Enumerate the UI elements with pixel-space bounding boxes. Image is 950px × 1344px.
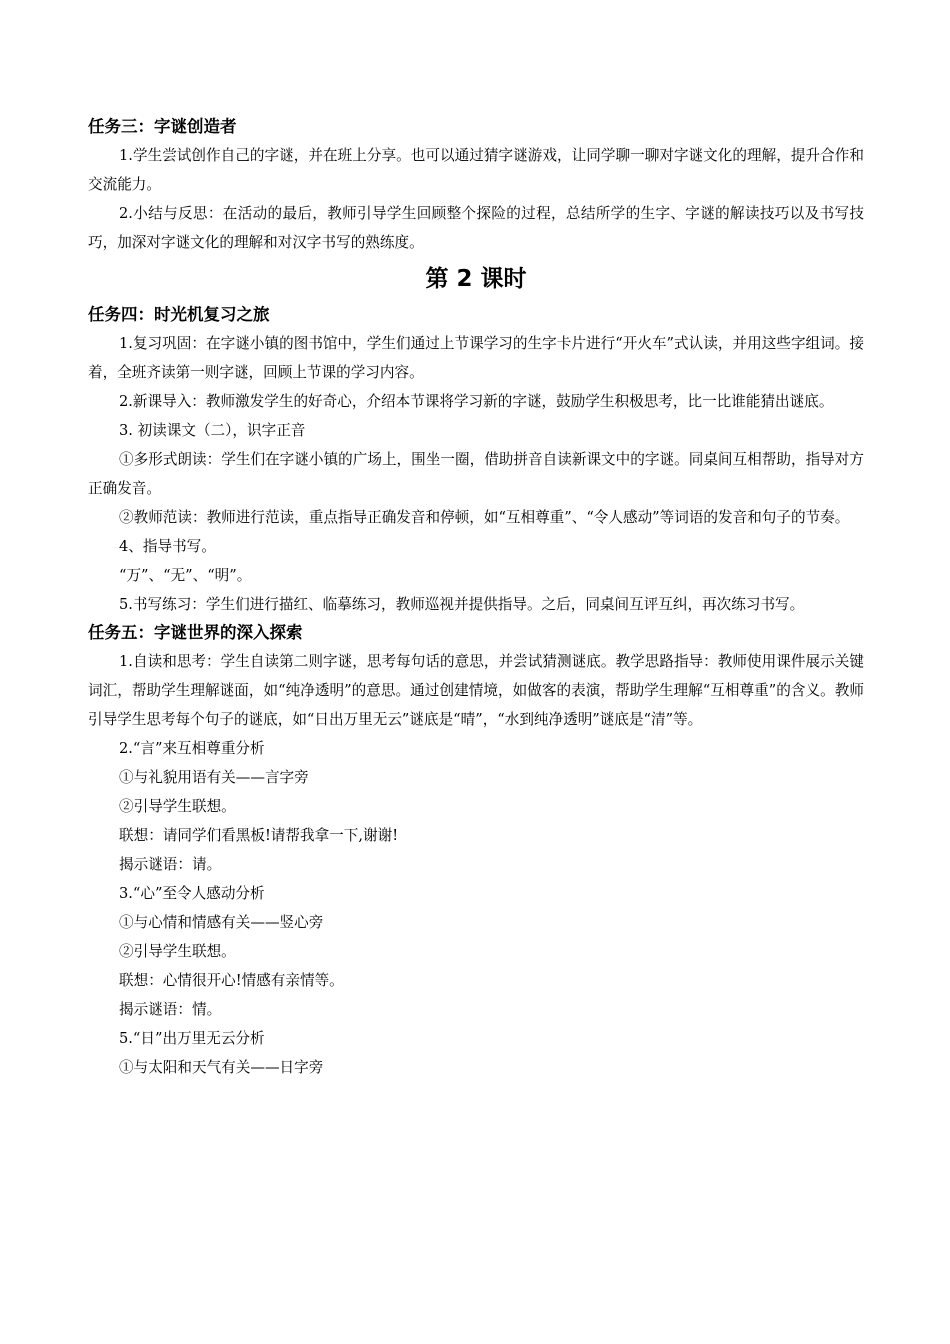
- section-5-paragraph: 揭示谜语：请。: [119, 856, 222, 873]
- section-5-paragraph: ②引导学生联想。: [119, 943, 236, 960]
- lesson-2-title: 第 2 课时: [425, 266, 527, 292]
- section-4-paragraph: “万”、“无”、“明”。: [119, 567, 252, 584]
- section-5-paragraph: 3.“心”至令人感动分析: [119, 885, 265, 902]
- section-4-paragraph: ①多形式朗读：学生们在字谜小镇的广场上，围坐一圈，借助拼音自读新课文中的字谜。同桌间互相帮助，指导对方正确发音。: [88, 451, 864, 497]
- section-4-heading: 任务四：时光机复习之旅: [88, 305, 270, 324]
- section-3-paragraph: 1.学生尝试创作自己的字谜，并在班上分享。也可以通过猜字谜游戏，让同学聊一聊对字谜文化的理解，提升合作和交流能力。: [88, 147, 864, 193]
- section-4-paragraph: ②教师范读：教师进行范读，重点指导正确发音和停顿，如“互相尊重”、“令人感动”等词语的发音和句子的节奏。: [119, 509, 850, 526]
- section-5-paragraph: 联想：心情很开心!情感有亲情等。: [119, 972, 344, 989]
- section-5-paragraph: ①与太阳和天气有关——日字旁: [119, 1059, 324, 1076]
- document-page: [88, 113, 864, 1082]
- section-4-paragraph: 2.新课导入：教师激发学生的好奇心，介绍本节课将学习新的字谜，鼓励学生积极思考，比一比谁能猜出谜底。: [119, 393, 834, 410]
- section-5-paragraph: 1.自读和思考：学生自读第二则字谜，思考每句话的意思，并尝试猜测谜底。教学思路指导：教师使用课件展示关键词汇，帮助学生理解谜面，如“纯净透明”的意思。通过创建情境，如做客的表演，帮助学生理解“互相尊重”的含义。教师引导学生思考每个句子的谜底，如“日出万里无云”谜底是“晴”，“水到纯净透明”谜底是“清”等。: [88, 653, 864, 728]
- section-3-paragraph: 2.小结与反思：在活动的最后，教师引导学生回顾整个探险的过程，总结所学的生字、字谜的解读技巧以及书写技巧，加深对字谜文化的理解和对汉字书写的熟练度。: [88, 205, 864, 251]
- section-4-paragraph: 3. 初读课文（二），识字正音: [119, 422, 306, 439]
- section-4-paragraph: 1.复习巩固：在字谜小镇的图书馆中，学生们通过上节课学习的生字卡片进行“开火车”式认读，并用这些字组词。接着，全班齐读第一则字谜，回顾上节课的学习内容。: [88, 335, 864, 381]
- section-5-paragraph: 揭示谜语：情。: [119, 1001, 222, 1018]
- section-5-heading: 任务五：字谜世界的深入探索: [88, 623, 303, 642]
- section-4-paragraph: 4、指导书写。: [119, 538, 216, 555]
- section-5-paragraph: ②引导学生联想。: [119, 798, 236, 815]
- section-5-paragraph: ①与心情和情感有关——竖心旁: [119, 914, 324, 931]
- section-5-paragraph: 2.“言”来互相尊重分析: [119, 740, 265, 757]
- section-5-paragraph: 5.“日”出万里无云分析: [119, 1030, 265, 1047]
- section-5-paragraph: ①与礼貌用语有关——言字旁: [119, 769, 309, 786]
- section-4-paragraph: 5.书写练习：学生们进行描红、临摹练习，教师巡视并提供指导。之后，同桌间互评互纠，再次练习书写。: [119, 596, 805, 613]
- section-5-paragraph: 联想：请同学们看黑板!请帮我拿一下,谢谢!: [119, 827, 399, 844]
- section-3-heading: 任务三：字谜创造者: [88, 117, 237, 136]
